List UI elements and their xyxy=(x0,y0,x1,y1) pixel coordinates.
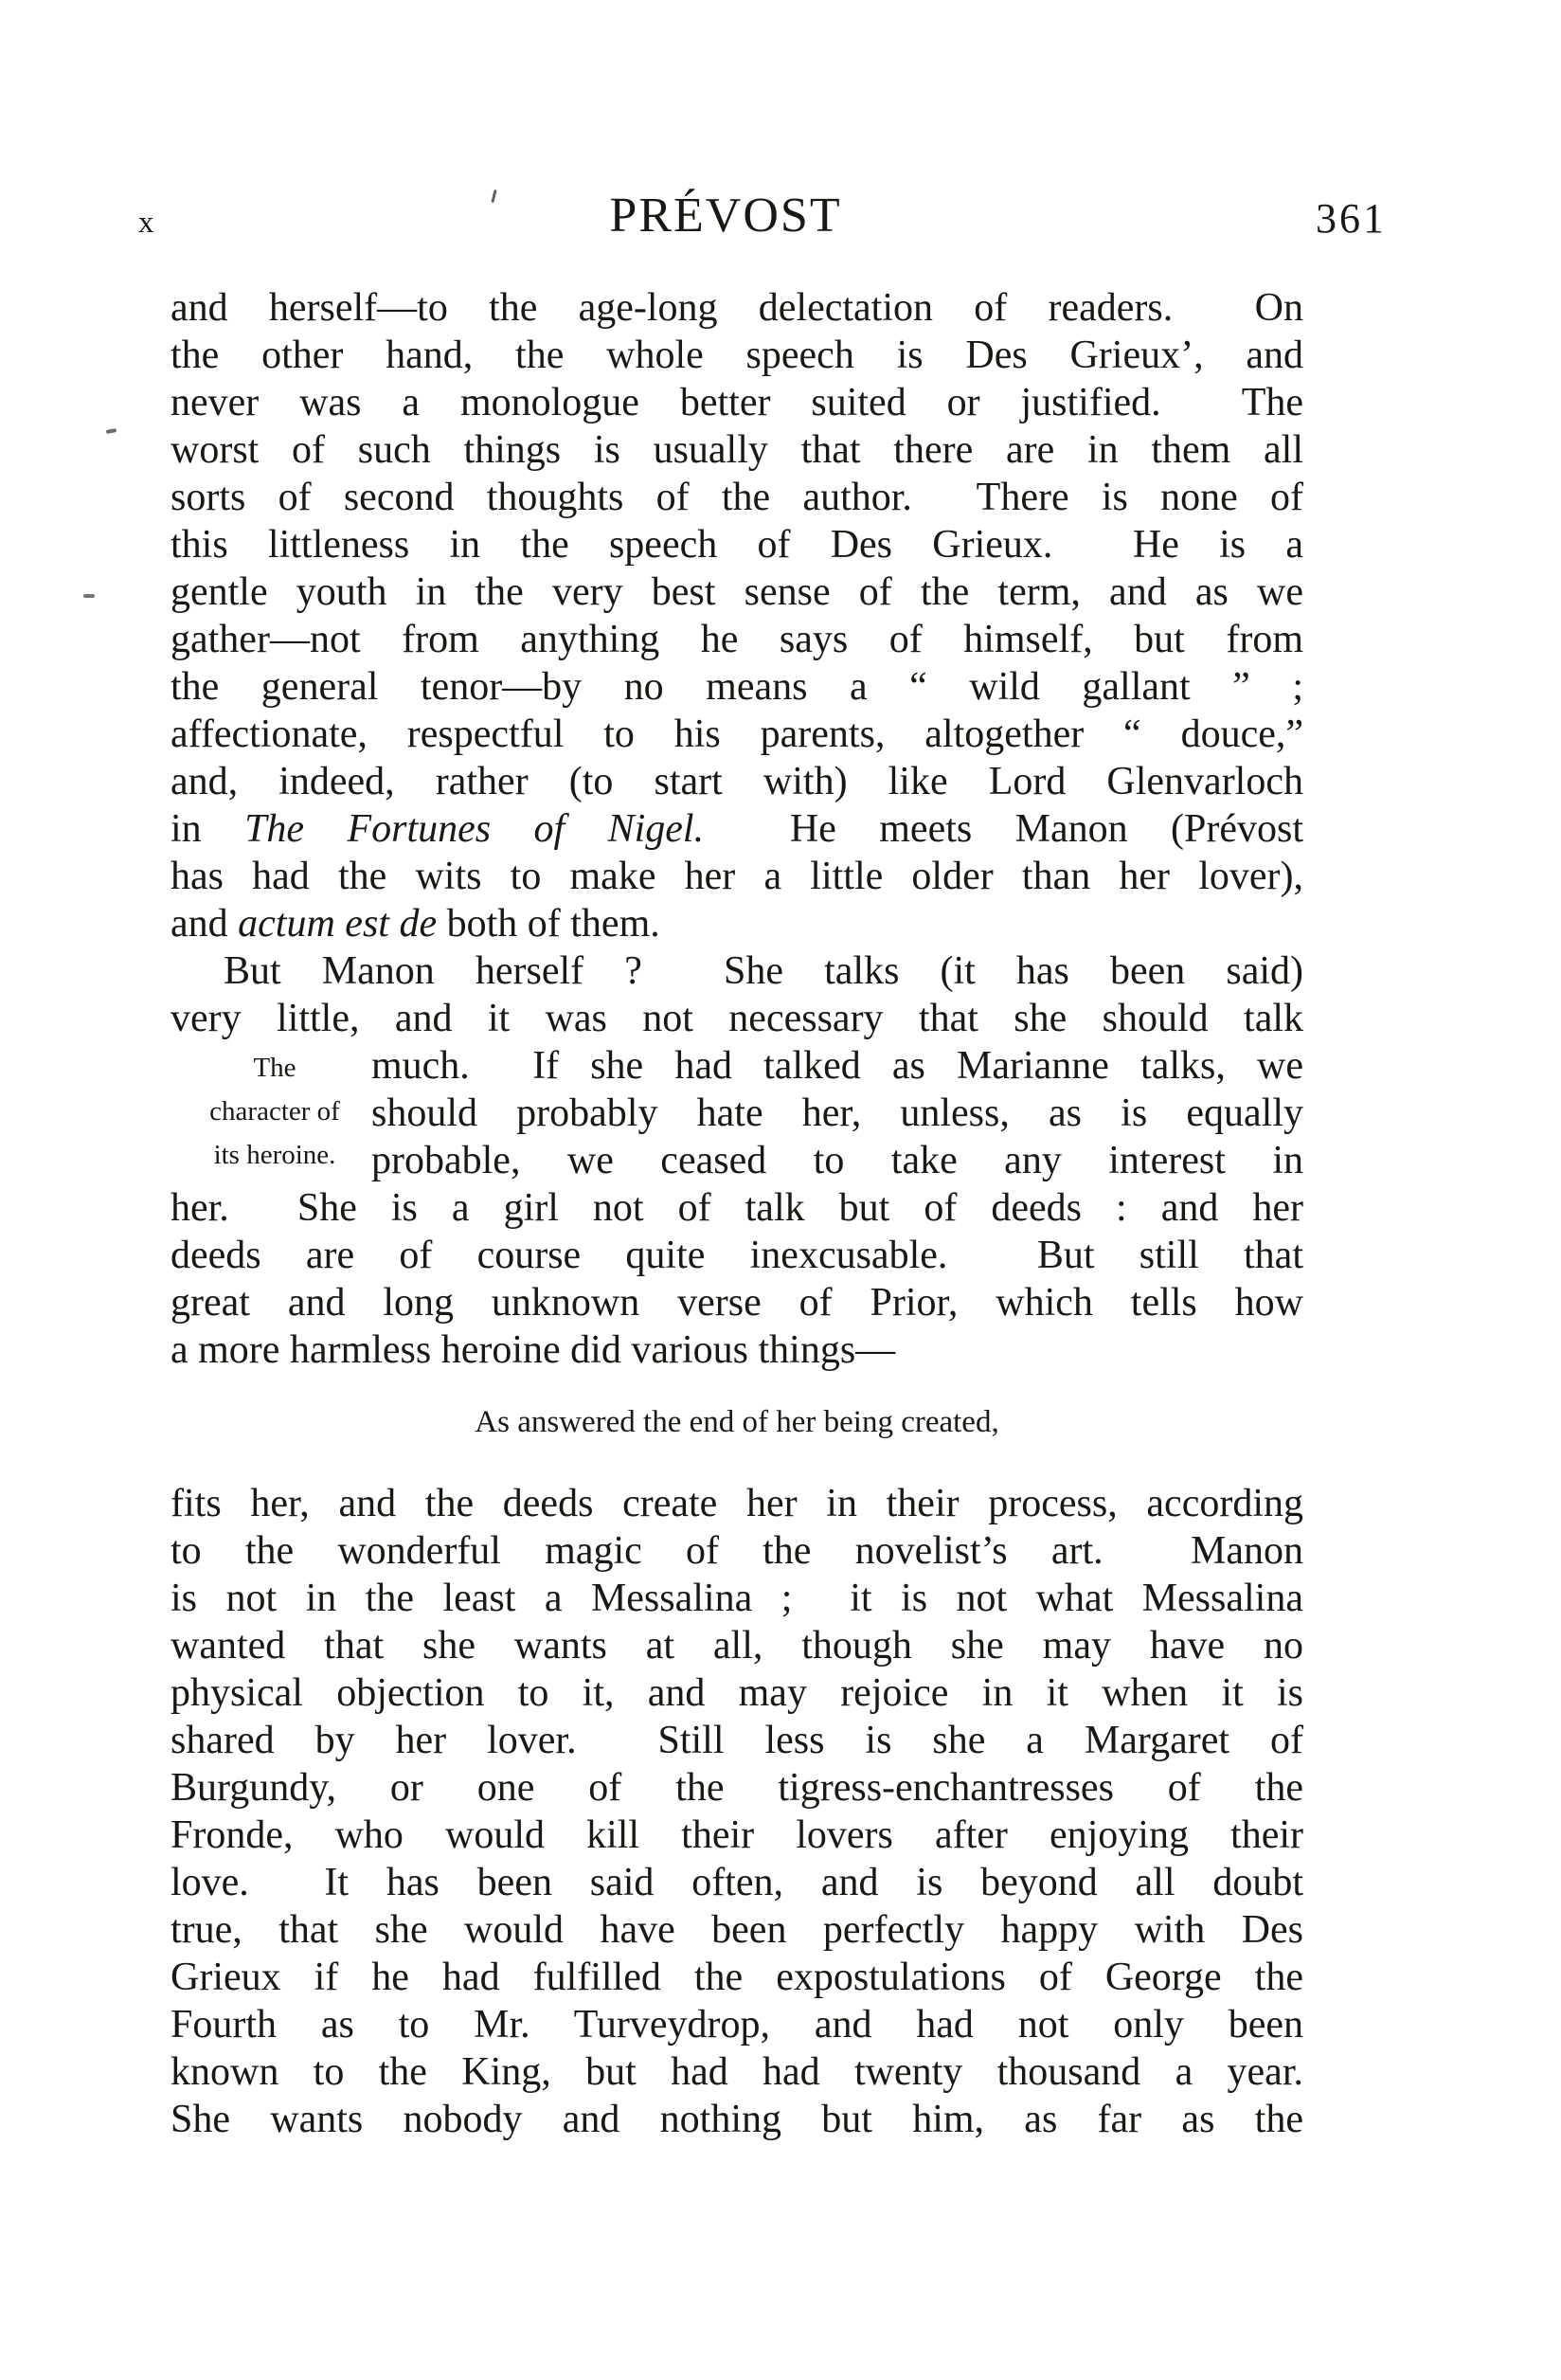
text-line: But Manon herself ? She talks (it has been said) xyxy=(224,949,1303,993)
text-line: a more harmless heroine did various things— xyxy=(170,1328,896,1372)
paragraph-2-rest xyxy=(170,1184,1303,1374)
scan-speck xyxy=(83,594,95,598)
text-line: The xyxy=(253,1053,296,1083)
text-line: character of xyxy=(209,1096,340,1127)
scan-speck xyxy=(106,428,117,434)
paragraph-2-with-margin-note xyxy=(170,1042,1303,1184)
paragraph-1 xyxy=(170,284,1303,947)
paragraph-3 xyxy=(170,1480,1303,2143)
text-line: very little, and it was not necessary that she should talk xyxy=(170,997,1303,1040)
text-line: is not in the least a Messalina ; it is not what Messalina xyxy=(170,1577,1303,1620)
text-line: the other hand, the whole speech is Des Grieux’, and xyxy=(170,334,1303,377)
paragraph-2-intro xyxy=(170,947,1303,1042)
text-line: her. She is a girl not of talk but of deeds : and her xyxy=(170,1186,1303,1230)
paragraph-2-note-body xyxy=(371,1042,1303,1184)
margin-note xyxy=(182,1046,368,1177)
text-line: physical objection to it, and may rejoice in it when it is xyxy=(170,1671,1303,1715)
text-line: this littleness in the speech of Des Grieux. He is a xyxy=(170,523,1303,567)
running-header xyxy=(138,186,1387,252)
text-line: and actum est de both of them. xyxy=(170,902,660,946)
text-line: wanted that she wants at all, though she may have no xyxy=(170,1624,1303,1668)
running-title: PRÉVOST xyxy=(609,189,842,243)
text-line: Fronde, who would kill their lovers after enjoying their xyxy=(170,1813,1303,1857)
text-line: fits her, and the deeds create her in their process, according xyxy=(170,1482,1303,1525)
page-number: 361 xyxy=(1316,195,1387,242)
text-line: great and long unknown verse of Prior, which tells how xyxy=(170,1281,1303,1325)
text-line: gentle youth in the very best sense of the term, and as we xyxy=(170,570,1303,614)
text-line: in The Fortunes of Nigel. He meets Manon (Prévost xyxy=(170,807,1303,851)
text-line: Grieux if he had fulfilled the expostulations of George the xyxy=(170,1956,1303,1999)
text-line: worst of such things is usually that there are in them all xyxy=(170,428,1303,472)
text-line: affectionate, respectful to his parents, altogether “ douce,” xyxy=(170,712,1303,756)
text-line: the general tenor—by no means a “ wild gallant ” ; xyxy=(170,665,1303,709)
text-line: should probably hate her, unless, as is equally xyxy=(371,1091,1303,1135)
text-line: Burgundy, or one of the tigress-enchantresses of the xyxy=(170,1766,1303,1810)
text-line: deeds are of course quite inexcusable. But still that xyxy=(170,1234,1303,1277)
text-line: known to the King, but had had twenty thousand a year. xyxy=(170,2050,1303,2094)
text-line: much. If she had talked as Marianne talks, we xyxy=(371,1044,1303,1088)
text-line: sorts of second thoughts of the author. There is none of xyxy=(170,476,1303,519)
text-line: to the wonderful magic of the novelist’s art. Manon xyxy=(170,1529,1303,1573)
text-line: She wants nobody and nothing but him, as far as the xyxy=(170,2098,1303,2141)
text-line: shared by her lover. Still less is she a Margaret of xyxy=(170,1719,1303,1762)
text-line: has had the wits to make her a little older than her lover), xyxy=(170,855,1303,898)
text-line: true, that she would have been perfectly happy with Des xyxy=(170,1908,1303,1952)
text-line: gather—not from anything he says of himself, but from xyxy=(170,618,1303,661)
verse-quote xyxy=(170,1398,1303,1446)
text-line: and, indeed, rather (to start with) like Lord Glenvarloch xyxy=(170,760,1303,803)
text-line: Fourth as to Mr. Turveydrop, and had not only been xyxy=(170,2003,1303,2046)
signature-mark: x xyxy=(138,206,154,240)
verse-line: As answered the end of her being created, xyxy=(475,1405,999,1439)
text-line: and herself—to the age-long delectation of readers. On xyxy=(170,286,1303,330)
text-line: probable, we ceased to take any interest in xyxy=(371,1139,1303,1182)
text-line: love. It has been said often, and is beyond all doubt xyxy=(170,1861,1303,1904)
text-block xyxy=(170,284,1303,2143)
text-line: never was a monologue better suited or justified. The xyxy=(170,381,1303,424)
text-line: its heroine. xyxy=(213,1140,336,1170)
